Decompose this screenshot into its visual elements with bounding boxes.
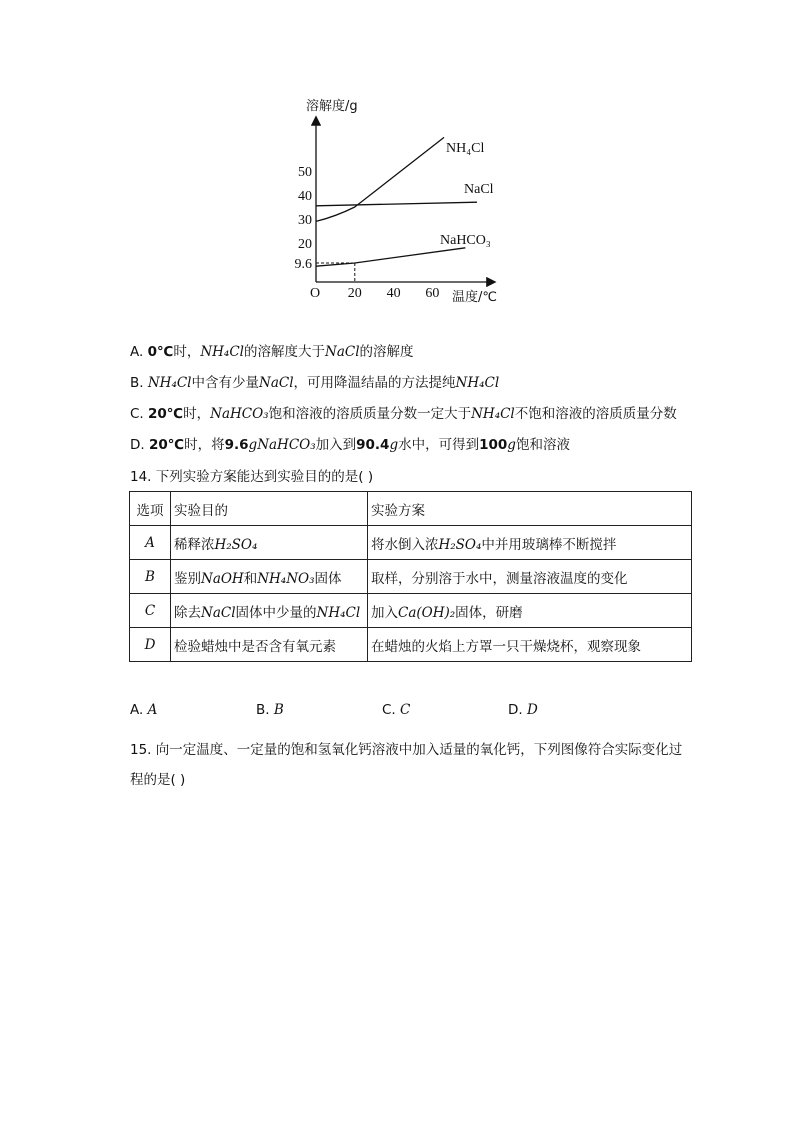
table-row bbox=[130, 526, 692, 560]
table-row bbox=[130, 594, 692, 628]
text: 中并用玻璃棒不断搅拌 bbox=[481, 536, 617, 553]
y-tick-label: 40 bbox=[298, 189, 312, 204]
temp: 0℃ bbox=[147, 344, 174, 360]
goal-cell bbox=[171, 594, 368, 628]
text: 时， bbox=[183, 406, 211, 422]
formula: Ca(OH)₂ bbox=[398, 604, 456, 621]
temp: 20℃ bbox=[148, 437, 185, 453]
option-label: D. bbox=[508, 702, 527, 718]
option-cell: B bbox=[130, 560, 171, 594]
q14-option-a[interactable] bbox=[130, 702, 157, 718]
formula: NH₄Cl bbox=[147, 375, 192, 391]
formula: NH₄Cl bbox=[455, 375, 500, 391]
number: 100 bbox=[479, 437, 508, 453]
option-label: B. bbox=[130, 375, 148, 391]
solubility-chart bbox=[270, 90, 520, 310]
option-value: A bbox=[147, 702, 158, 718]
option-value: D bbox=[526, 702, 538, 718]
option-label: B. bbox=[256, 702, 274, 718]
x-tick-label: 20 bbox=[347, 286, 362, 301]
option-label: C. bbox=[130, 406, 149, 422]
text: 饱和溶液的溶质质量分数一定大于 bbox=[268, 406, 472, 422]
q14-option-d[interactable] bbox=[508, 702, 538, 718]
q14-option-c[interactable] bbox=[382, 702, 410, 718]
text: 的溶解度大于 bbox=[244, 344, 325, 360]
option-value: B bbox=[273, 702, 284, 718]
option-cell: C bbox=[130, 594, 171, 628]
option-label: A. bbox=[130, 702, 148, 718]
goal-cell: 检验蜡烛中是否含有氧元素 bbox=[171, 628, 368, 662]
text: 时， bbox=[173, 344, 201, 360]
x-axis-label: 温度/℃ bbox=[452, 290, 497, 305]
q15-stem: 15. 向一定温度、一定量的饱和氢氧化钙溶液中加入适量的氧化钙，下列图像符合实际变化过程的是( ) bbox=[130, 742, 683, 788]
q13-option-d[interactable] bbox=[130, 435, 570, 455]
table-row bbox=[130, 560, 692, 594]
option-label: A. bbox=[130, 344, 148, 360]
x-tick-label: 40 bbox=[386, 286, 401, 301]
series-line bbox=[316, 202, 477, 206]
y-axis-label: 溶解度/g bbox=[306, 99, 358, 114]
header-cell: 实验目的 bbox=[171, 492, 368, 526]
formula: NaCl bbox=[325, 344, 360, 360]
q14-stem: 14. 下列实验方案能达到实验目的的是( ) bbox=[130, 469, 374, 485]
formula: NaOH bbox=[201, 570, 244, 587]
table-row bbox=[130, 628, 692, 662]
number: 90.4 bbox=[356, 437, 390, 453]
text: 和 bbox=[243, 570, 258, 587]
formula: NH₄Cl bbox=[316, 604, 361, 621]
goal-cell bbox=[171, 526, 368, 560]
formula: NH₄NO₃ bbox=[257, 570, 315, 587]
plan-cell: 取样，分别溶于水中，测量溶液温度的变化 bbox=[368, 560, 692, 594]
unit: g bbox=[507, 437, 516, 453]
text: 加入到 bbox=[315, 437, 357, 453]
origin-label: O bbox=[310, 286, 321, 301]
option-value: C bbox=[400, 702, 411, 718]
y-tick-label: 20 bbox=[298, 237, 312, 252]
temp: 20℃ bbox=[148, 406, 184, 422]
text: 固体中少量的 bbox=[235, 604, 317, 621]
formula: H₂SO₄ bbox=[214, 536, 258, 553]
unit: g bbox=[389, 437, 399, 453]
text: 加入 bbox=[371, 604, 398, 621]
header-cell: 实验方案 bbox=[368, 492, 692, 526]
formula: NH₄Cl bbox=[471, 406, 515, 422]
plan-cell bbox=[368, 526, 692, 560]
text: 水中，可得到 bbox=[398, 437, 480, 453]
header-cell: 选项 bbox=[130, 492, 171, 526]
formula: H₂SO₄ bbox=[438, 536, 482, 553]
number: 9.6 bbox=[224, 437, 249, 453]
text: 时，将 bbox=[184, 437, 225, 453]
formula: NH₄Cl bbox=[200, 344, 244, 360]
text: 除去 bbox=[174, 604, 201, 621]
series-label: NH₄Cl bbox=[446, 141, 485, 156]
text: 固体，研磨 bbox=[455, 604, 523, 621]
y-tick-label: 9.6 bbox=[294, 257, 312, 272]
option-cell: A bbox=[130, 526, 171, 560]
formula: gNaHCO₃ bbox=[248, 437, 316, 453]
y-tick-label: 50 bbox=[298, 165, 312, 180]
q14-table bbox=[129, 491, 692, 662]
text: 将水倒入浓 bbox=[371, 536, 439, 553]
y-tick-label: 30 bbox=[298, 213, 312, 228]
option-label: D. bbox=[130, 437, 149, 453]
text: 固体 bbox=[314, 570, 342, 587]
formula: NaHCO₃ bbox=[210, 406, 269, 422]
table-header-row bbox=[130, 492, 692, 526]
plan-cell: 在蜡烛的火焰上方罩一只干燥烧杯，观察现象 bbox=[368, 628, 692, 662]
q14-option-b[interactable] bbox=[256, 702, 284, 718]
series-line bbox=[316, 137, 444, 221]
x-tick-label: 60 bbox=[425, 286, 440, 301]
q13-option-a[interactable] bbox=[130, 342, 414, 362]
option-cell: D bbox=[130, 628, 171, 662]
text: 不饱和溶液的溶质质量分数 bbox=[514, 406, 677, 422]
series-label: NaCl bbox=[464, 182, 494, 197]
formula: NaCl bbox=[259, 375, 294, 391]
text: 稀释浓 bbox=[174, 536, 215, 553]
text: 鉴别 bbox=[174, 570, 201, 587]
option-label: C. bbox=[382, 702, 401, 718]
text: 饱和溶液 bbox=[515, 437, 570, 453]
q13-option-b[interactable] bbox=[130, 373, 499, 393]
text: 的溶解度 bbox=[359, 344, 414, 360]
goal-cell bbox=[171, 560, 368, 594]
formula: NaCl bbox=[201, 604, 236, 621]
series-label: NaHCO₃ bbox=[440, 233, 491, 248]
text: ，可用降温结晶的方法提纯 bbox=[293, 375, 456, 391]
q13-option-c[interactable] bbox=[130, 404, 677, 424]
plan-cell bbox=[368, 594, 692, 628]
text: 中含有少量 bbox=[191, 375, 260, 391]
